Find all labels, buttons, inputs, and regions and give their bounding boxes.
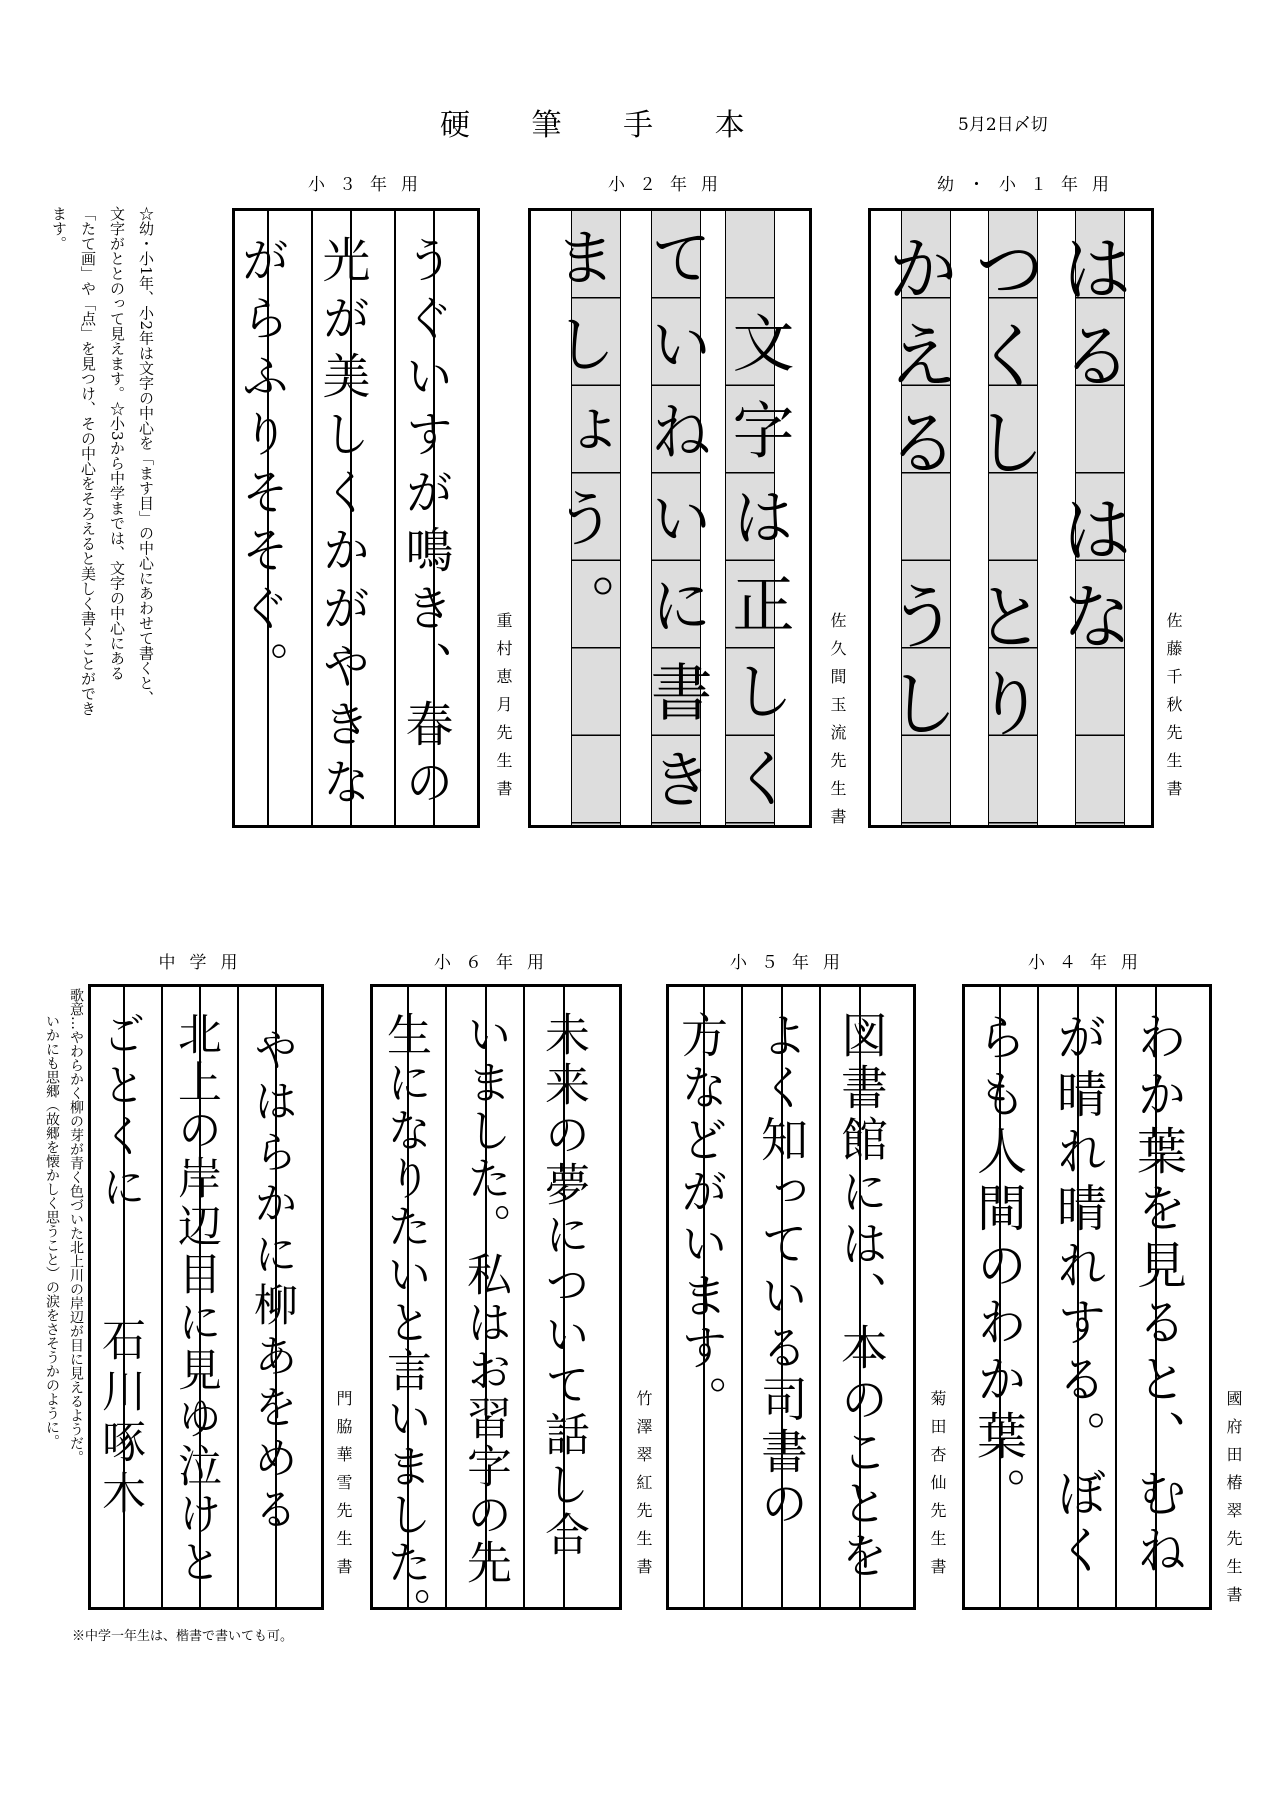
grade-label-6: 小６年用 [434,953,558,973]
model-text-line: つくし とり [962,231,1046,753]
model-text-line: がらふりそそぐ。 [233,235,289,699]
model-text-line: やはらかに柳あをめる [246,1027,297,1537]
practice-panel-jh [88,984,324,1610]
practice-panel-3 [232,208,480,828]
model-text-line: うぐいすが鳴き、春の [397,235,453,815]
author-3: 重村恵月先生書 [494,612,513,808]
deadline: 5月2日〆切 [958,115,1048,135]
model-text-line: ていねいに書き [640,225,713,834]
model-text-line: 生になりたいと言いました。 [379,1011,432,1635]
grade-label-3: 小３年用 [308,175,432,195]
model-text-line: が晴れ晴れする。ぼく [1049,1011,1107,1581]
author-5: 菊田杏仙先生書 [928,1390,947,1586]
grade-label-4: 小４年用 [1028,953,1152,973]
model-text-line: 北上の岸辺目に見ゆ泣けと [170,1011,221,1587]
author-2: 佐久間玉流先生書 [828,612,847,836]
poem-meaning-line: いかにも思郷（故郷を懐かしく思うこと）の涙をさそうかのように。 [44,1014,60,1448]
poem-meaning-note [40,988,88,1464]
poem-meaning-line: 歌意…やわらかく柳の芽が青く色づいた北上川の岸辺が目に見えるようだ。 [68,988,84,1464]
grade-label-5: 小５年用 [730,953,854,973]
model-text-line: いました。私はお習字の先 [459,1011,512,1587]
grade-label-jh: 中学用 [158,953,252,973]
author-jh: 門脇華雪先生書 [334,1390,353,1586]
instruction-line: ます。 [50,206,68,251]
model-text-line: 図書館には、本のことを [833,1011,888,1583]
practice-panel-5 [666,984,916,1610]
model-text-line: ましょう。 [544,225,617,660]
footnote: ※中学一年生は、楷書で書いても可。 [72,1629,294,1644]
model-text-line: かえる うし [875,231,959,753]
grade-label-2: 小２年用 [608,175,732,195]
author-4: 國府田椿翠先生書 [1224,1390,1243,1614]
practice-panel-4 [962,984,1212,1610]
model-text-line: 方などがいます。 [673,1011,728,1427]
author-6: 竹澤翠紅先生書 [634,1390,653,1586]
author-k1: 佐藤千秋先生書 [1164,612,1183,808]
instruction-line: 文字がととのって見えます。☆小3から中学までは、文字の中心にある [108,206,126,681]
model-text-line: 未来の夢について話し合 [537,1011,590,1561]
page-title: 硬 筆 手 本 [440,108,771,143]
grade-label-k1: 幼・小１年用 [937,175,1123,195]
model-text-line: はる はな [1049,231,1133,666]
model-text-line: 文字は正しく [722,311,795,833]
model-text-line: らも人間のわか葉。 [969,1011,1027,1524]
practice-panel-2 [528,208,812,834]
practice-panel-6 [370,984,622,1635]
instruction-line: ☆幼・小1年、小2年は文字の中心を「ます目」の中心にあわせて書くと、 [137,206,155,706]
instruction-line: 「たて画」や「点」を見つけ、その中心をそろえると美しく書くことができ [79,206,97,716]
model-text-line: ごとくに 石川啄木 [94,1011,145,1521]
practice-panel-k1 [868,208,1154,828]
model-text-line: 光が美しくかがやきな [314,235,370,815]
model-text-line: よく知っている司書の [753,1011,808,1531]
model-text-line: わか葉を見ると、むね [1129,1011,1187,1581]
instruction-note [44,206,160,826]
